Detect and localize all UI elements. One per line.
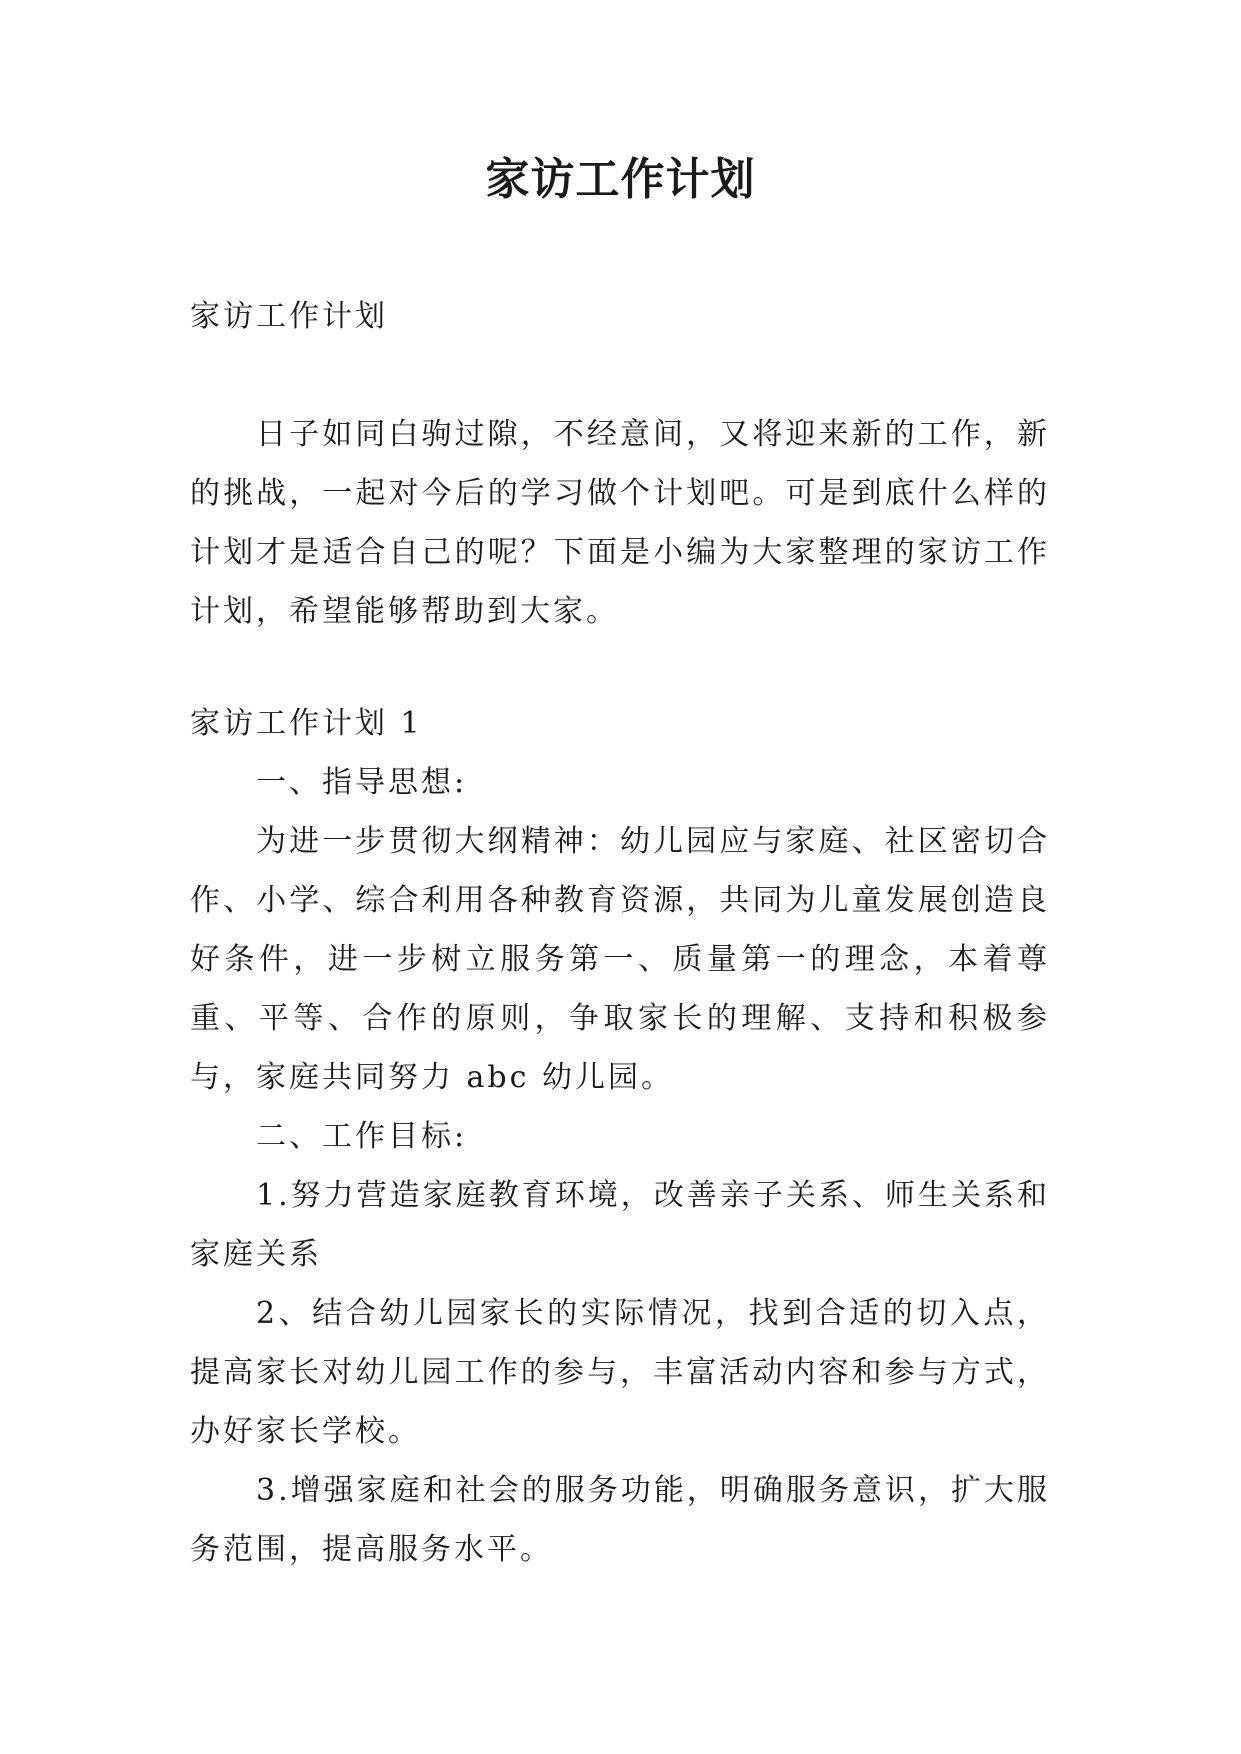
work-goals-heading: 二、工作目标: (256, 1119, 468, 1154)
guiding-ideology-paragraph: 为进一步贯彻大纲精神：幼儿园应与家庭、社区密切合作、小学、综合利用各种教育资源，共同为儿童发展创造良好条件，进一步树立服务第一、质量第一的理念，本着尊重、平等、合作的原则，争取家长的理解、支持和积极参与，家庭共同努力 abc 幼儿园。 (190, 824, 1050, 1095)
guiding-ideology-heading: 一、指导思想: (256, 765, 468, 800)
document-title: 家访工作计划 (485, 154, 756, 205)
intro-paragraph: 日子如同白驹过隙，不经意间，又将迎来新的工作，新的挑战，一起对今后的学习做个计划吧。可是到底什么样的计划才是适合自己的呢？下面是小编为大家整理的家访工作计划，希望能够帮助到大家。 (190, 417, 1050, 629)
section-heading: 家访工作计划 1 (190, 706, 423, 741)
goal-item-1: 1.努力营造家庭教育环境，改善亲子关系、师生关系和家庭关系 (190, 1178, 1050, 1272)
goal-item-2: 2、结合幼儿园家长的实际情况，找到合适的切入点，提高家长对幼儿园工作的参与，丰富活动内容和参与方式，办好家长学校。 (190, 1296, 1050, 1449)
document-subtitle: 家访工作计划 (190, 299, 388, 334)
goal-item-3: 3.增强家庭和社会的服务功能，明确服务意识，扩大服务范围，提高服务水平。 (190, 1473, 1050, 1567)
